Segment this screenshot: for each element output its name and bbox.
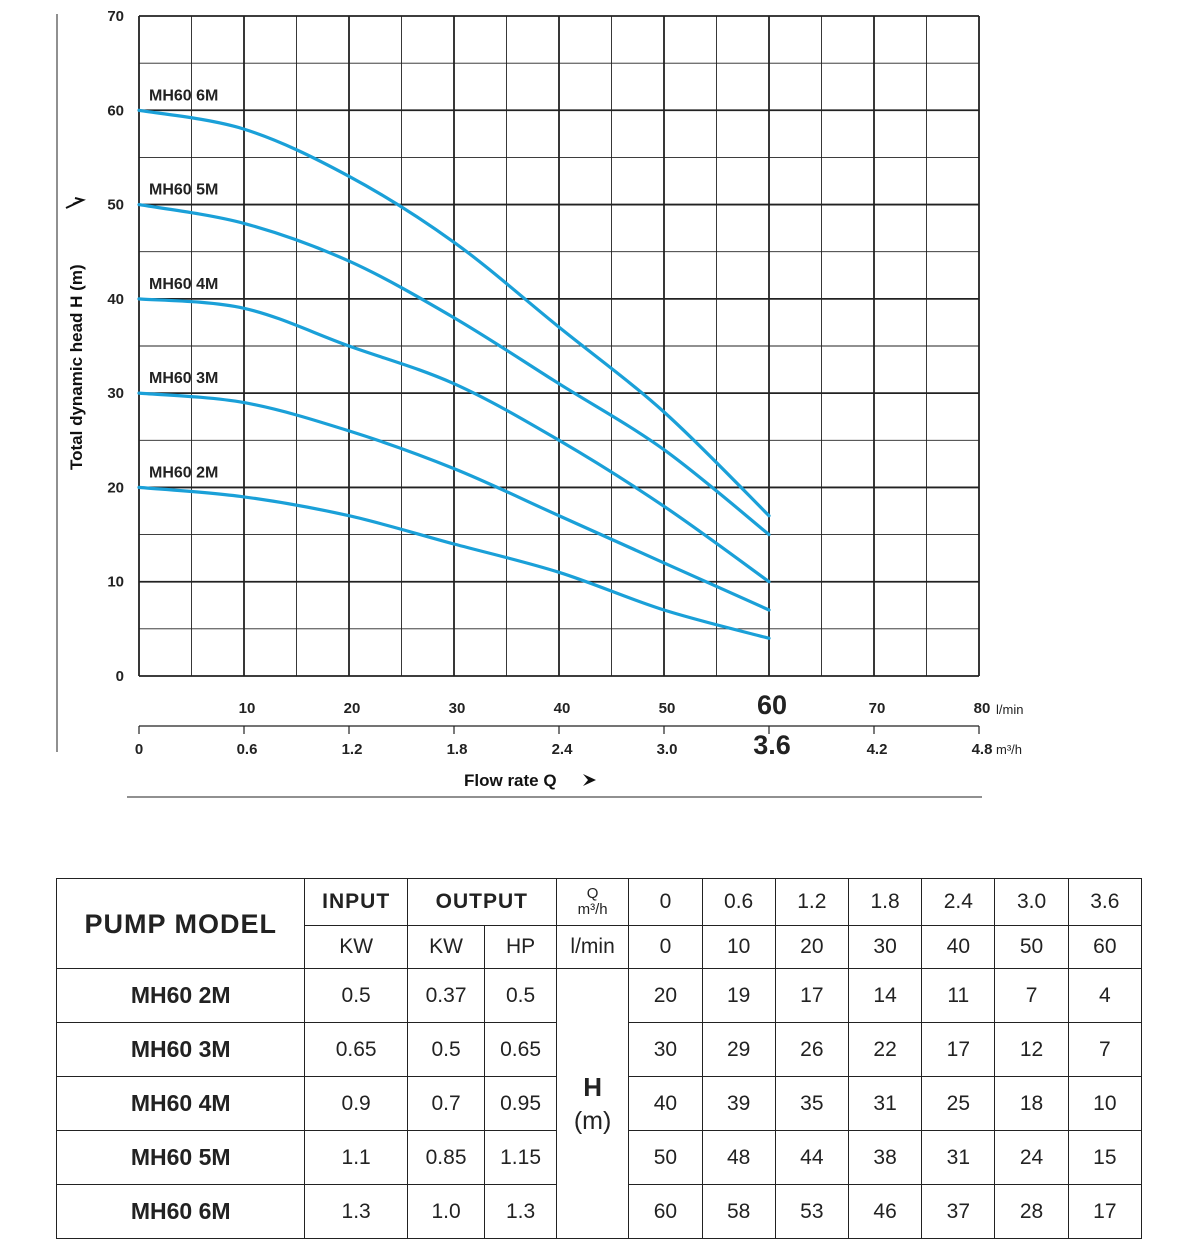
x-tick-label-lmin: 40 [553, 700, 571, 717]
row-output-hp: 1.3 [485, 1185, 557, 1239]
header-flow-m3h-4: 2.4 [922, 879, 995, 926]
x-tick-label-m3h: 4.2 [866, 741, 888, 758]
row-head-value: 20 [629, 969, 702, 1023]
row-model: MH60 5M [57, 1131, 305, 1185]
header-lmin: l/min [556, 926, 629, 969]
x-tick-label-lmin: 60 [756, 690, 788, 720]
row-output-hp: 0.65 [485, 1023, 557, 1077]
table-row [57, 969, 1142, 1023]
header-q-letter: Q [586, 885, 599, 902]
x-tick-label-m3h: 3.6 [753, 730, 791, 760]
x-unit-lmin: l/min [996, 702, 1024, 717]
row-model: MH60 2M [57, 969, 305, 1023]
row-input-kw: 1.1 [305, 1131, 407, 1185]
header-pump-model-text: PUMP MODEL [84, 908, 277, 939]
performance-table [56, 878, 1142, 1239]
row-output-kw: 0.7 [407, 1077, 484, 1131]
row-head-value: 17 [922, 1023, 995, 1077]
x-unit-m3h: m³/h [996, 742, 1022, 757]
header-flow-m3h-0: 0 [629, 879, 702, 926]
y-tick-label: 20 [107, 479, 124, 497]
y-tick-label: 60 [107, 102, 124, 120]
x-tick-label-m3h: 4.8 [971, 741, 993, 758]
head-letter: H [583, 1071, 602, 1102]
header-flow-m3h-1: 0.6 [702, 879, 775, 926]
x-tick-label-m3h: 2.4 [551, 741, 573, 758]
row-input-kw: 0.9 [305, 1077, 407, 1131]
y-tick-label: 0 [115, 668, 124, 685]
head-unit-cell [556, 969, 629, 1239]
head-unit: (m) [573, 1106, 612, 1135]
y-tick-label: 70 [107, 8, 124, 25]
header-pump-model [57, 879, 305, 969]
row-head-value: 22 [848, 1023, 921, 1077]
row-model: MH60 3M [57, 1023, 305, 1077]
row-head-value: 39 [702, 1077, 775, 1131]
y-tick-labels [107, 8, 124, 685]
header-output-hp: HP [485, 926, 557, 969]
row-head-value: 30 [629, 1023, 702, 1077]
row-head-value: 17 [775, 969, 848, 1023]
row-output-hp: 0.5 [485, 969, 557, 1023]
row-output-kw: 1.0 [407, 1185, 484, 1239]
row-head-value: 60 [629, 1185, 702, 1239]
x-tick-label-lmin: 10 [238, 700, 256, 717]
header-flow-lmin-2: 20 [775, 926, 848, 969]
row-head-value: 46 [848, 1185, 921, 1239]
x-tick-label-lmin: 80 [973, 700, 991, 717]
row-head-value: 35 [775, 1077, 848, 1131]
row-model: MH60 4M [57, 1077, 305, 1131]
series-label: MH60 2M [149, 464, 219, 482]
row-head-value: 7 [1068, 1023, 1141, 1077]
y-tick-label: 40 [107, 290, 124, 308]
x-tick-label-m3h: 1.2 [341, 741, 363, 758]
row-head-value: 50 [629, 1131, 702, 1185]
header-flow-lmin-0: 0 [629, 926, 702, 969]
row-head-value: 18 [995, 1077, 1068, 1131]
header-flow-lmin-1: 10 [702, 926, 775, 969]
row-head-value: 40 [629, 1077, 702, 1131]
row-head-value: 7 [995, 969, 1068, 1023]
header-flow-m3h-2: 1.2 [775, 879, 848, 926]
row-model: MH60 6M [57, 1185, 305, 1239]
x-tick-label-m3h: 3.0 [656, 741, 678, 758]
y-axis-arrow-icon [66, 198, 83, 208]
row-head-value: 4 [1068, 969, 1141, 1023]
row-head-value: 12 [995, 1023, 1068, 1077]
row-head-value: 11 [922, 969, 995, 1023]
row-head-value: 17 [1068, 1185, 1141, 1239]
series-label: MH60 5M [149, 181, 219, 199]
x-tick-label-lmin: 50 [658, 700, 676, 717]
header-flow-lmin-5: 50 [995, 926, 1068, 969]
x-tick-label-m3h: 1.8 [446, 741, 468, 758]
y-tick-label: 50 [107, 196, 124, 214]
header-flow-lmin-6: 60 [1068, 926, 1141, 969]
row-output-hp: 1.15 [485, 1131, 557, 1185]
chart-grid [139, 16, 979, 676]
header-flow-m3h-6: 3.6 [1068, 879, 1141, 926]
x-tick-label-m3h: 0.6 [236, 741, 258, 758]
x-tick-label-m3h: 0 [134, 741, 144, 758]
header-flow-lmin-4: 40 [922, 926, 995, 969]
row-output-hp: 0.95 [485, 1077, 557, 1131]
header-q [556, 879, 629, 926]
header-flow-lmin-3: 30 [848, 926, 921, 969]
x-tick-label-lmin: 20 [343, 700, 361, 717]
header-input: INPUT [305, 879, 407, 926]
row-output-kw: 0.85 [407, 1131, 484, 1185]
row-head-value: 15 [1068, 1131, 1141, 1185]
series-label: MH60 3M [149, 370, 219, 388]
header-output-kw: KW [407, 926, 484, 969]
row-input-kw: 1.3 [305, 1185, 407, 1239]
row-head-value: 29 [702, 1023, 775, 1077]
row-input-kw: 0.65 [305, 1023, 407, 1077]
y-tick-label: 30 [107, 385, 124, 403]
row-head-value: 48 [702, 1131, 775, 1185]
row-head-value: 26 [775, 1023, 848, 1077]
row-head-value: 58 [702, 1185, 775, 1239]
row-head-value: 19 [702, 969, 775, 1023]
x-tick-label-lmin: 70 [868, 700, 886, 717]
row-head-value: 14 [848, 969, 921, 1023]
x-axis-arrow-icon [583, 774, 596, 786]
series-label: MH60 4M [149, 275, 219, 293]
row-head-value: 37 [922, 1185, 995, 1239]
header-flow-m3h-3: 1.8 [848, 879, 921, 926]
row-head-value: 44 [775, 1131, 848, 1185]
y-axis-title-text: Total dynamic head H (m) [67, 264, 86, 470]
row-head-value: 31 [848, 1077, 921, 1131]
row-head-value: 10 [1068, 1077, 1141, 1131]
header-input-kw: KW [305, 926, 407, 969]
row-head-value: 25 [922, 1077, 995, 1131]
y-tick-label: 10 [107, 573, 124, 591]
row-input-kw: 0.5 [305, 969, 407, 1023]
row-head-value: 53 [775, 1185, 848, 1239]
row-head-value: 38 [848, 1131, 921, 1185]
header-flow-m3h-5: 3.0 [995, 879, 1068, 926]
header-q-unit: m³/h [577, 901, 608, 918]
x-axes [135, 690, 1024, 760]
header-output: OUTPUT [407, 879, 556, 926]
row-output-kw: 0.37 [407, 969, 484, 1023]
row-output-kw: 0.5 [407, 1023, 484, 1077]
row-head-value: 28 [995, 1185, 1068, 1239]
x-tick-label-lmin: 30 [448, 700, 466, 717]
row-head-value: 31 [922, 1131, 995, 1185]
x-axis-title: Flow rate Q [464, 771, 557, 790]
row-head-value: 24 [995, 1131, 1068, 1185]
series-label: MH60 6M [149, 87, 219, 105]
y-axis-title [67, 264, 86, 470]
